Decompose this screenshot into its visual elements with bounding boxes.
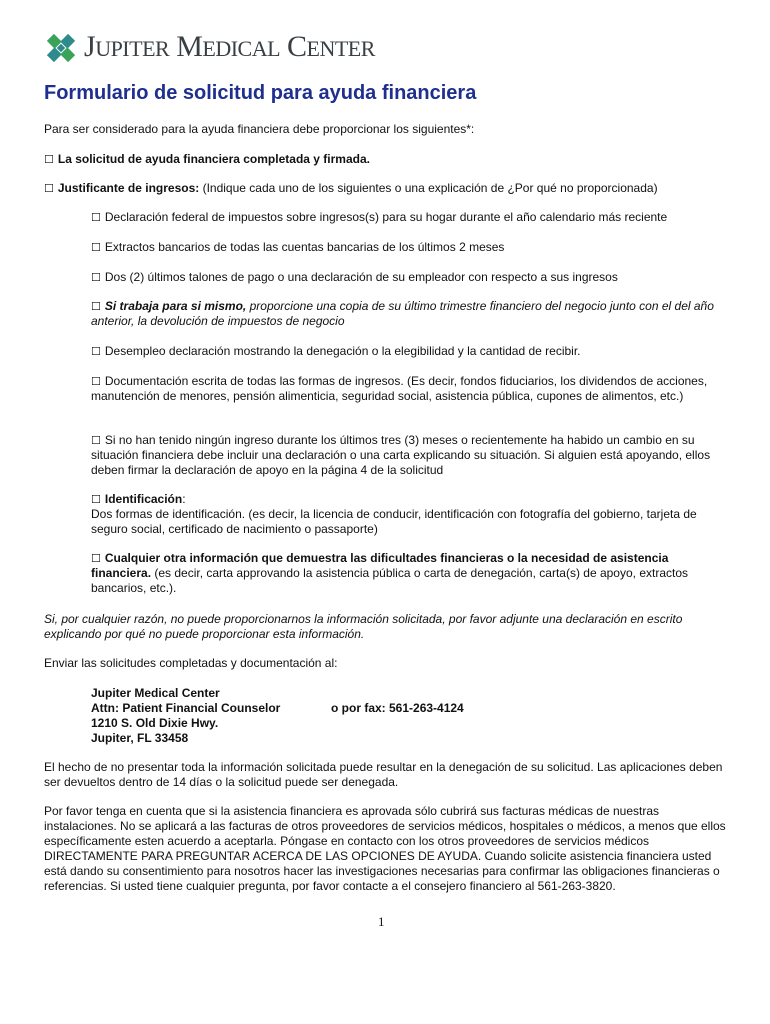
page-title: Formulario de solicitud para ayuda financiera [44, 82, 477, 104]
checklist-subitem-identification: ☐ Identificación: Dos formas de identificación. (es decir, la licencia de conducir, identificación con fotografía del gobierno, tarjeta de seguro social, certificado de nacimiento o passaporte) [91, 492, 697, 536]
address-line: 1210 S. Old Dixie Hwy. [91, 716, 219, 730]
send-instructions: Enviar las solicitudes completadas y documentación al: [44, 656, 338, 670]
header [44, 28, 375, 68]
checkbox-icon[interactable]: ☐ [91, 241, 101, 254]
checkbox-icon[interactable]: ☐ [44, 153, 54, 166]
checkbox-icon[interactable]: ☐ [91, 493, 101, 506]
fax-number: o por fax: 561-263-4124 [331, 701, 464, 715]
missing-info-note: Si, por cualquier razón, no puede proporcionarnos la información solicitada, por favor adjunte una declaración en escrito explicando por qué no puede proporcionar esta información. [44, 612, 683, 641]
checklist-subitem-pay-stubs: ☐ Dos (2) últimos talones de pago o una declaración de su empleador con respecto a sus ingresos [91, 270, 618, 284]
checkbox-icon[interactable]: ☐ [91, 211, 101, 224]
checklist-subitem-income-documentation: ☐ Documentación escrita de todas las formas de ingresos. (Es decir, fondos fiduciarios, los dividendos de acciones, manutención de menores, pensión alimenticia, seguridad social, asistencia pública, cupones de alimentos, etc.) [91, 374, 708, 403]
address-line: Attn: Patient Financial Counselor o por fax: 561-263-4124 [91, 701, 464, 715]
checklist-subitem-unemployment: ☐ Desempleo declaración mostrando la denegación o la elegibilidad y la cantidad de recibir. [91, 344, 581, 358]
checklist-subitem-no-income: ☐ Si no han tenido ningún ingreso durante los últimos tres (3) meses o recientemente ha habido un cambio en su situación financiera debe incluir una declaración o una carta explicando su situación. Si alguien está apoyando, ellos deben firmar la declaración de apoyo en la página 4 de la solicitud [91, 433, 711, 477]
checkbox-icon[interactable]: ☐ [91, 271, 101, 284]
coverage-notice-paragraph: Por favor tenga en cuenta que si la asistencia financiera es aprovada sólo cubrirá sus facturas médicas de nuestras instalaciones. No se aplicará a las facturas de otros proveedores de servicios médicos, hospitales o médicos, a menos que ellos específicamente esten acuerdo a aceptarla. Póngase en contacto con los otros proveedores de servicios médicos DIRECTAMENTE PARA PREGUNTAR ACERCA DE LAS OPCIONES DE AYUDA. Cuando solicite asistencia financiera usted está dando su consentimiento para nosotros hacer las investigaciones necesarias para confirmar las obligaciones financieras o referencias. Si usted tiene cualquier pregunta, por favor contacte a el consejero financiero al 561-263-3820. [44, 804, 726, 893]
mailing-address [91, 686, 491, 746]
checklist-subitem-bank-statements: ☐ Extractos bancarios de todas las cuentas bancarias de los últimos 2 meses [91, 240, 505, 254]
checkbox-icon[interactable]: ☐ [91, 375, 101, 388]
page-number: 1 [378, 914, 385, 929]
checklist-subitem-self-employed: ☐ Si trabaja para si mismo, proporcione una copia de su último trimestre financiero del negocio junto con el del año anterior, la devolución de impuestos de negocio [91, 299, 714, 328]
checklist-item-income-proof: ☐ Justificante de ingresos: (Indique cada uno de los siguientes o una explicación de ¿Por qué no proporcionada) [44, 181, 658, 195]
intro-text: Para ser considerado para la ayuda financiera debe proporcionar los siguientes*: [44, 122, 475, 136]
checklist-subitem-other-information: ☐ Cualquier otra información que demuestra las dificultades financieras o la necesidad de asistencia financiera. (es decir, carta approvando la asistencia pública o carta de denegación, carta(s) de apoyo, extractos bancarios, etc.). [91, 551, 689, 595]
checkbox-icon[interactable]: ☐ [91, 300, 101, 313]
brand-name: JUPITER MEDICAL CENTER [84, 30, 375, 63]
checklist-item-application: ☐ La solicitud de ayuda financiera completada y firmada. [44, 152, 370, 166]
checklist-subitem-tax-return: ☐ Declaración federal de impuestos sobre ingresos(s) para su hogar durante el año calendario más reciente [91, 210, 668, 224]
checkbox-icon[interactable]: ☐ [91, 434, 101, 447]
jupiter-medical-center-logo-icon [44, 31, 78, 65]
checkbox-icon[interactable]: ☐ [44, 182, 54, 195]
checkbox-icon[interactable]: ☐ [91, 552, 101, 565]
address-line: Jupiter Medical Center [91, 686, 220, 700]
address-line: Jupiter, FL 33458 [91, 731, 189, 745]
checkbox-icon[interactable]: ☐ [91, 345, 101, 358]
denial-warning-paragraph: El hecho de no presentar toda la información solicitada puede resultar en la denegación de su solicitud. Las aplicaciones deben ser devueltos dentro de 14 días o la solicitud puede ser denegada. [44, 760, 723, 789]
